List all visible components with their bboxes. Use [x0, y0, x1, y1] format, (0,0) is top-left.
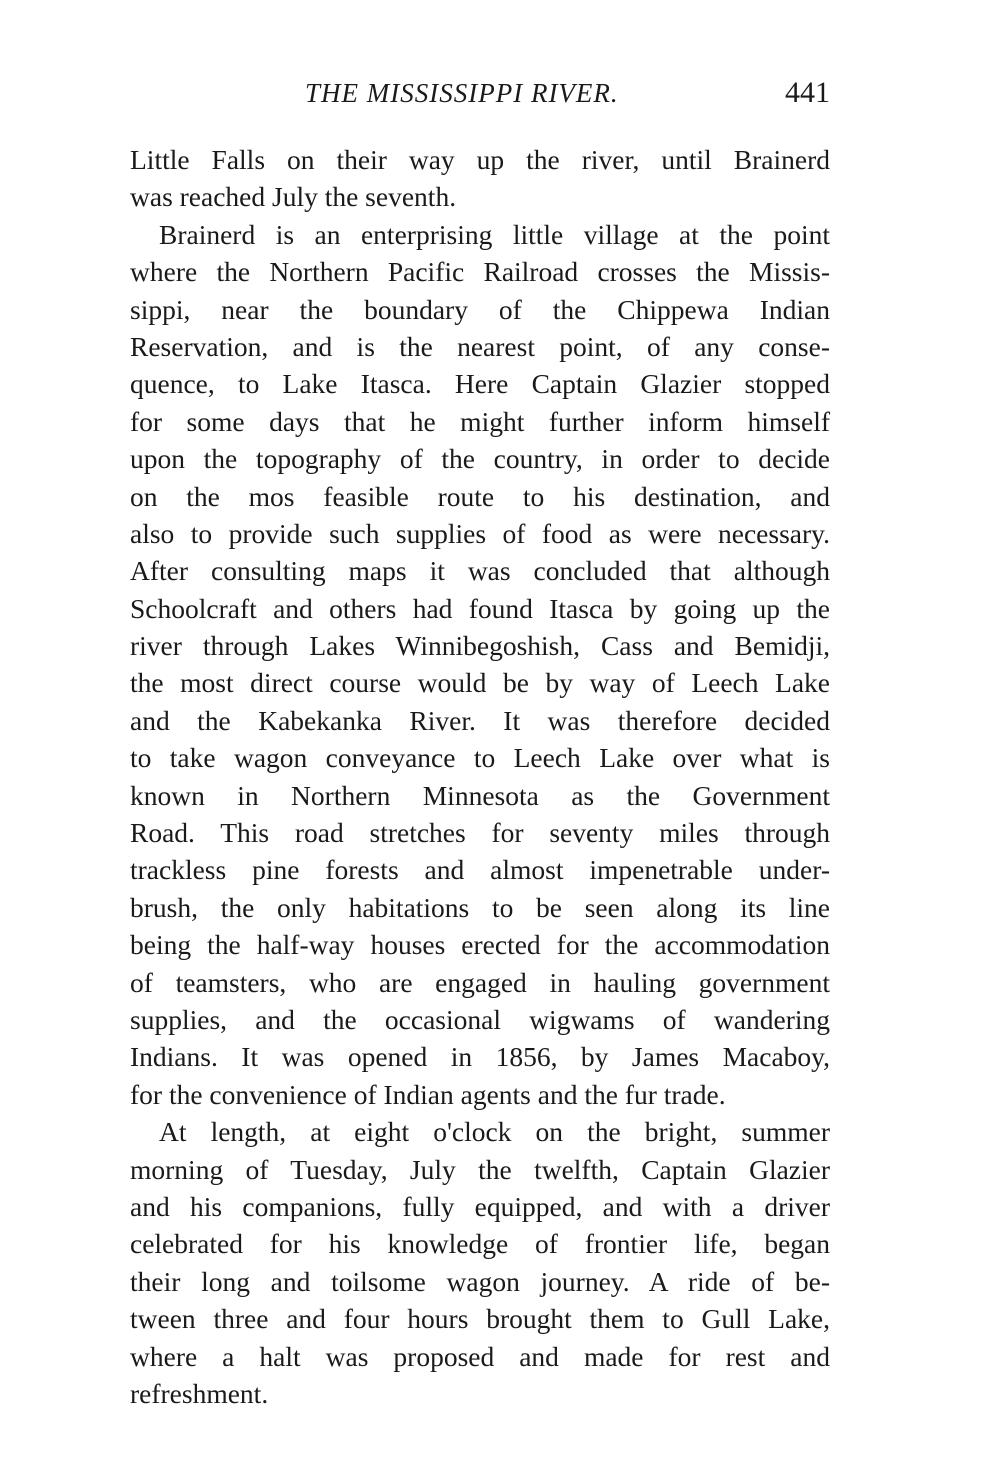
text-line: upon the topography of the country, in order to decide — [130, 443, 830, 475]
text-line: After consulting maps it was concluded that although — [130, 555, 830, 587]
running-title: THE MISSISSIPPI RIVER. — [305, 78, 619, 108]
text-line: morning of Tuesday, July the twelfth, Captain Glazier — [130, 1153, 830, 1185]
text-line: where a halt was proposed and made for rest and — [130, 1340, 830, 1372]
text-line: refreshment. — [130, 1377, 269, 1409]
text-line: celebrated for his knowledge of frontier life, began — [130, 1228, 830, 1260]
text-line: Reservation, and is the nearest point, of any conse- — [130, 330, 830, 362]
text-line: their long and toilsome wagon journey. A ride of be- — [130, 1265, 830, 1297]
text-line: supplies, and the occasional wigwams of wandering — [130, 1003, 830, 1035]
page-number: 441 — [785, 76, 830, 109]
text-line: was reached July the seventh. — [130, 181, 457, 213]
text-line: Brainerd is an enterprising little village at the point — [159, 218, 830, 250]
text-line: the most direct course would be by way of Leech Lake — [130, 667, 830, 699]
text-line: for the convenience of Indian agents and the fur trade. — [130, 1078, 726, 1110]
text-line: trackless pine forests and almost impenetrable under- — [130, 854, 830, 886]
text-line: to take wagon conveyance to Leech Lake over what is — [130, 742, 830, 774]
paragraph-1 — [130, 141, 830, 216]
body-text — [130, 141, 830, 1412]
text-line: sippi, near the boundary of the Chippewa Indian — [130, 293, 830, 325]
text-line: Schoolcraft and others had found Itasca by going up the — [130, 592, 830, 624]
running-head — [130, 78, 830, 118]
text-line: Indians. It was opened in 1856, by James Macaboy, — [130, 1041, 830, 1073]
text-line: brush, the only habitations to be seen along its line — [130, 891, 830, 923]
paragraph-2 — [130, 216, 830, 1113]
text-line: of teamsters, who are engaged in hauling government — [130, 966, 830, 998]
text-line: tween three and four hours brought them to Gull Lake, — [130, 1303, 830, 1335]
text-line: At length, at eight o'clock on the bright, summer — [159, 1116, 830, 1148]
text-line: quence, to Lake Itasca. Here Captain Glazier stopped — [130, 368, 830, 400]
paragraph-3 — [130, 1113, 830, 1412]
text-line: also to provide such supplies of food as were necessary. — [130, 517, 830, 549]
text-line: for some days that he might further inform himself — [130, 405, 830, 437]
text-line: where the Northern Pacific Railroad crosses the Missis- — [130, 256, 830, 288]
text-line: Road. This road stretches for seventy miles through — [130, 817, 830, 849]
text-line: river through Lakes Winnibegoshish, Cass and Bemidji, — [130, 630, 830, 662]
text-line: known in Northern Minnesota as the Government — [130, 779, 830, 811]
text-line: and his companions, fully equipped, and with a driver — [130, 1190, 830, 1222]
text-line: and the Kabekanka River. It was therefore decided — [130, 704, 830, 736]
text-line: Little Falls on their way up the river, until Brainerd — [130, 144, 830, 175]
text-line: being the half-way houses erected for the accommodation — [130, 929, 830, 961]
text-line: on the mos feasible route to his destination, and — [130, 480, 830, 512]
